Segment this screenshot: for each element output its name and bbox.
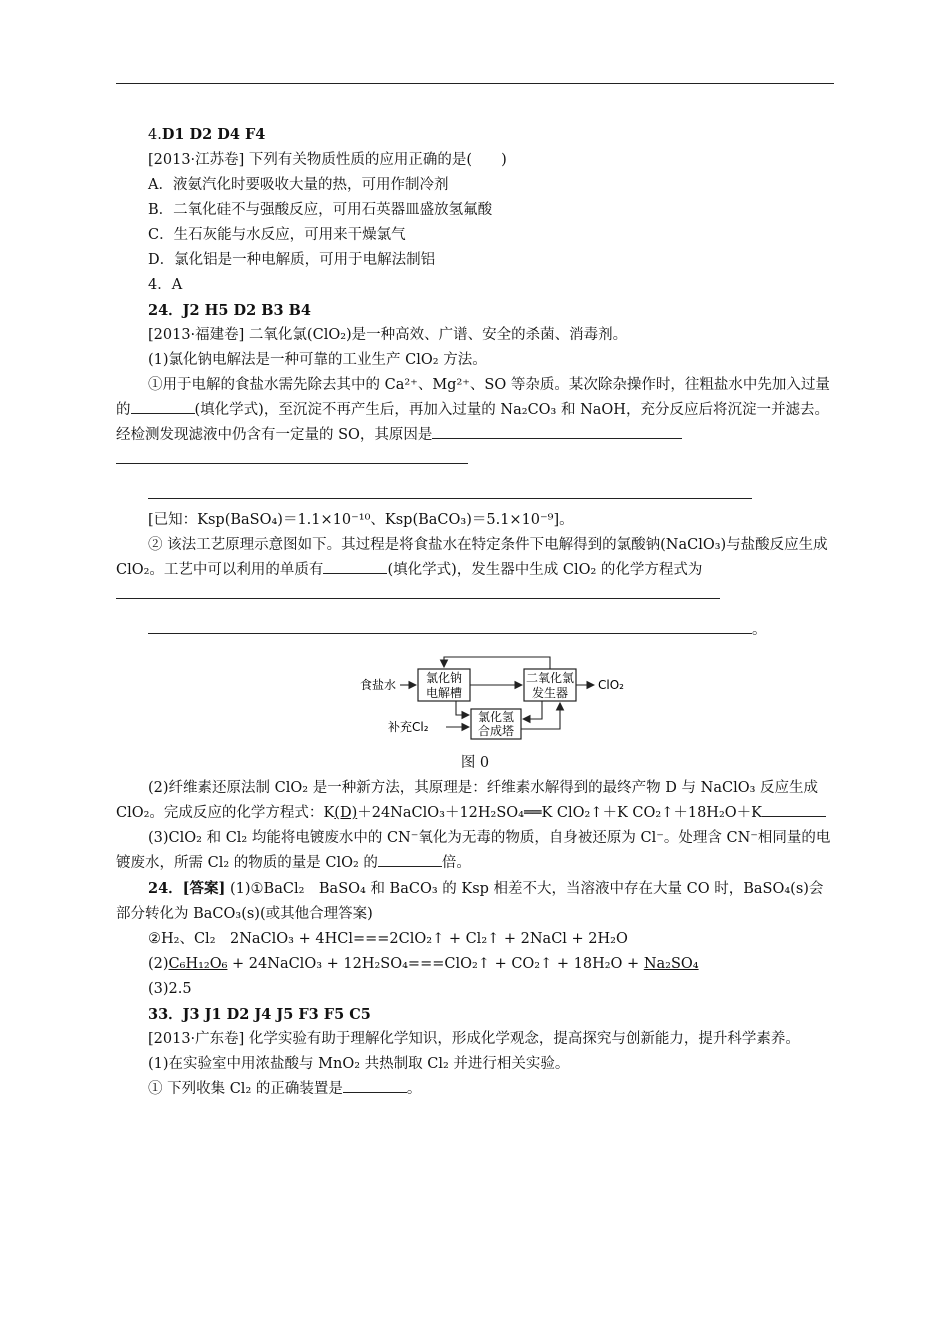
q24-answer-1: 24．[答案] (1)①BaCl₂ BaSO₄ 和 BaCO₃ 的 Ksp 相差不大，当溶液中存在大量 CO 时，BaSO₄(s)会部分转化为 BaCO₃(s)(或其他合理答案) (116, 880, 824, 922)
q33-part1: (1)在实验室中用浓盐酸与 MnO₂ 共热制取 Cl₂ 并进行相关实验。 (148, 1056, 570, 1072)
q24-answer-4: (3)2.5 (148, 981, 192, 997)
q24-sub1-line (116, 448, 834, 473)
q24-header: 24．J2 H5 D2 B3 B4 (148, 302, 311, 319)
arrow-tower-to-generator (521, 703, 560, 729)
figure-caption: 图 0 (460, 755, 490, 771)
q24-ksp-note: [已知：Ksp(BaSO₄)＝1.1×10⁻¹⁰、Ksp(BaCO₃)＝5.1×10⁻⁹]。 (148, 512, 574, 528)
arrow-cell-to-tower (456, 701, 469, 715)
q24-sub2-line: 。 (116, 618, 834, 643)
q24-part2: (2)纤维素还原法制 ClO₂ 是一种新方法，其原理是：纤维素水解得到的最终产物 D 与 NaClO₃ 反应生成 ClO₂。完成反应的化学方程式：K(D)＋24NaClO₃＋12H₂SO₄══K ClO₂↑＋K CO₂↑＋18H₂O＋K (116, 776, 834, 826)
q4-option-a: A．液氨汽化时要吸收大量的热，可用作制冷剂 (148, 177, 449, 193)
process-diagram-svg (116, 649, 834, 749)
box1-line1: 氯化钠 (425, 671, 463, 685)
box2-line1: 二氧化氯 (525, 671, 575, 685)
answer-blank (116, 584, 720, 599)
answer-blank (148, 484, 752, 499)
answer-blank (762, 802, 826, 817)
q4-option-d: D．氯化铝是一种电解质，可用于电解法制铝 (148, 252, 436, 268)
q4-stem: [2013·江苏卷] 下列有关物质性质的应用正确的是( ) (148, 152, 507, 168)
q24-answer-3: (2)C₆H₁₂O₆ + 24NaClO₃ + 12H₂SO₄===ClO₂↑ + CO₂↑ + 18H₂O + Na₂SO₄ (148, 956, 699, 972)
q24-part3: (3)ClO₂ 和 Cl₂ 均能将电镀废水中的 CN⁻氧化为无毒的物质，自身被还原为 Cl⁻。处理含 CN⁻相同量的电镀废水，所需 Cl₂ 的物质的量是 ClO₂ 的 倍。 (116, 830, 831, 871)
box3-line2: 合成塔 (477, 724, 515, 738)
output-clo2: ClO₂ (598, 678, 624, 692)
q4-option-c: C．生石灰能与水反应，可用来干燥氯气 (148, 227, 406, 243)
arrow-recycle-top (444, 657, 550, 669)
q4-header: 4.D1 D2 D4 F4 (148, 126, 266, 143)
q24-part1: (1)氯化钠电解法是一种可靠的工业生产 ClO₂ 方法。 (148, 352, 487, 368)
box1-line2: 电解槽 (425, 686, 463, 700)
answer-blank (323, 559, 387, 574)
q24-sub2: ② 该法工艺原理示意图如下。其过程是将食盐水在特定条件下电解得到的氯酸钠(NaClO₃)与盐酸反应生成 ClO₂。工艺中可以利用的单质有 (填化学式)，发生器中生成 ClO₂ 的化学方程式为 (116, 533, 834, 608)
q24-sub1-line2 (116, 483, 834, 508)
q24-answer-2: ②H₂、Cl₂ 2NaClO₃ + 4HCl===2ClO₂↑ + Cl₂↑ + 2NaCl + 2H₂O (148, 931, 628, 947)
input-salt-water: 食盐水 (360, 678, 397, 692)
answer-blank (378, 852, 442, 867)
process-diagram (116, 649, 834, 749)
q4-answer: 4．A (148, 277, 183, 293)
answer-blank (343, 1078, 407, 1093)
q24-stem: [2013·福建卷] 二氧化氯(ClO₂)是一种高效、广谱、安全的杀菌、消毒剂。 (148, 327, 628, 343)
header-rule (116, 83, 834, 84)
q33-sub1: ① 下列收集 Cl₂ 的正确装置是 。 (116, 1077, 834, 1102)
input-cl2: 补充Cl₂ (388, 720, 429, 734)
document-body (116, 122, 834, 1102)
answer-blank (432, 424, 682, 439)
answer-blank (131, 399, 195, 414)
q33-header: 33．J3 J1 D2 J4 J5 F3 F5 C5 (148, 1006, 371, 1023)
q33-stem: [2013·广东卷] 化学实验有助于理解化学知识，形成化学观念，提高探究与创新能力，提升科学素养。 (148, 1031, 800, 1047)
box2-line2: 发生器 (531, 686, 569, 700)
arrow-generator-to-tower (523, 701, 542, 719)
q4-option-b: B．二氧化硅不与强酸反应，可用石英器皿盛放氢氟酸 (148, 202, 493, 218)
box3-line1: 氯化氢 (477, 710, 515, 724)
answer-blank (116, 449, 468, 464)
answer-blank (148, 619, 752, 634)
q24-sub1: ①用于电解的食盐水需先除去其中的 Ca²⁺、Mg²⁺、SO 等杂质。某次除杂操作时，往粗盐水中先加入过量的 (填化学式)，至沉淀不再产生后，再加入过量的 Na₂CO₃ 和 NaOH，充分反应后将沉淀一并滤去。经检测发现滤液中仍含有一定量的 SO，其原因是 (116, 377, 830, 443)
